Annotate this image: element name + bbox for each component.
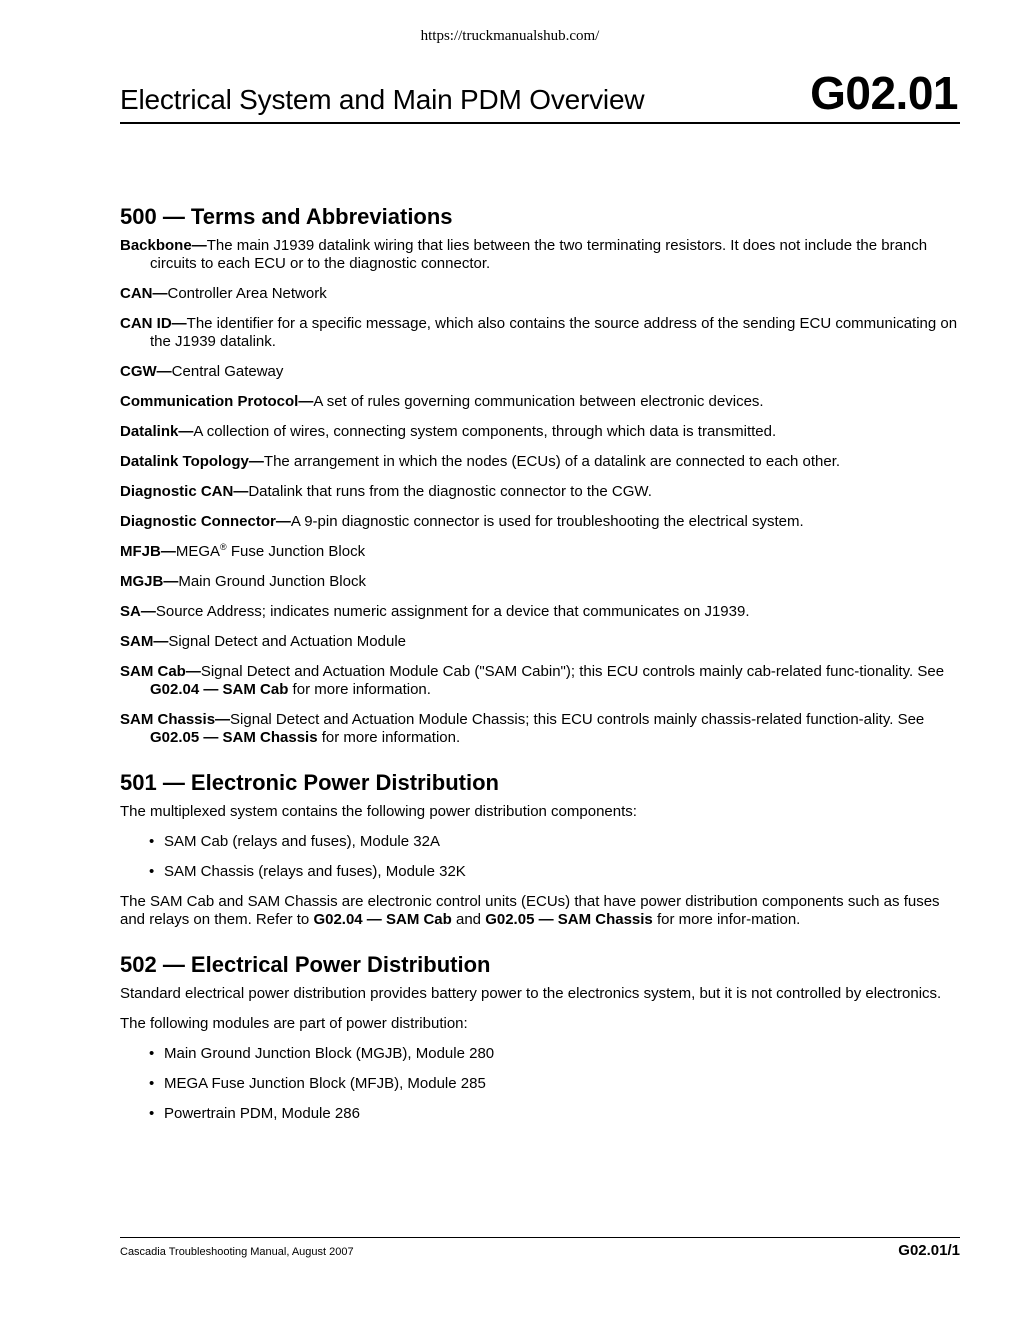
term-label: CAN ID— [120, 315, 187, 332]
term-definition: Signal Detect and Actuation Module Cab ("SAM Cabin"); this ECU controls mainly cab-related func-tionality. See [200, 663, 945, 680]
term-label: MFJB— [120, 543, 176, 560]
term-cgw [120, 363, 960, 381]
term-sa [120, 603, 960, 621]
term-label: Datalink— [120, 423, 194, 440]
cross-reference-link[interactable]: G02.04 — SAM Cab [150, 681, 289, 698]
term-backbone [120, 237, 960, 273]
term-definition-cont: for more information. [288, 681, 431, 698]
term-label: Communication Protocol— [120, 393, 314, 410]
term-diagnostic-can [120, 483, 960, 501]
section-502-paragraph-1: Standard electrical power distribution provides battery power to the electronics system, but it is not controlled by electronics. [120, 985, 942, 1002]
term-sam-cab [120, 663, 960, 699]
cross-reference-link[interactable]: G02.04 — SAM Cab [313, 911, 452, 928]
term-can [120, 285, 960, 303]
term-definition: The arrangement in which the nodes (ECUs) of a datalink are connected to each other. [263, 453, 841, 470]
section-501 [120, 769, 960, 929]
term-label: CAN— [120, 285, 168, 302]
term-definition: Signal Detect and Actuation Module Chassis; this ECU controls mainly chassis-related function-ality. See [230, 711, 925, 728]
page-number: G02.01/1 [898, 1242, 960, 1259]
term-label: CGW— [120, 363, 172, 380]
term-label: MGJB— [120, 573, 179, 590]
term-label: Datalink Topology— [120, 453, 264, 470]
section-502 [120, 951, 960, 1123]
section-501-heading: 501 — Electronic Power Distribution [120, 770, 499, 795]
bullet-icon: • [149, 1075, 155, 1092]
paragraph-text: The SAM Cab and SAM Chassis are electronic control units (ECUs) that have power distribution components such as fuses and relays on them. Refer to [120, 893, 940, 928]
term-definition: Central Gateway [171, 363, 284, 380]
list-item-text: Main Ground Junction Block (MGJB), Module 280 [164, 1045, 495, 1062]
bullet-icon: • [149, 833, 155, 850]
term-sam [120, 633, 960, 651]
term-definition: Datalink that runs from the diagnostic connector to the CGW. [248, 483, 652, 500]
section-500 [120, 203, 960, 747]
list-item-text: SAM Cab (relays and fuses), Module 32A [164, 833, 440, 850]
term-definition: The identifier for a specific message, which also contains the source address of the sending ECU communicating on the J1939 datalink. [150, 315, 958, 350]
term-label: Backbone— [120, 237, 207, 254]
term-mgjb [120, 573, 960, 591]
section-501-list [120, 833, 960, 881]
term-datalink-topology [120, 453, 960, 471]
term-definition: Signal Detect and Actuation Module [168, 633, 406, 650]
page-content [120, 203, 960, 1135]
section-501-paragraph [120, 893, 960, 929]
cross-reference-link[interactable]: G02.05 — SAM Chassis [485, 911, 653, 928]
page-header [120, 67, 960, 124]
paragraph-text: and [451, 911, 486, 928]
term-label: SA— [120, 603, 156, 620]
list-item [120, 1105, 960, 1123]
registered-mark: ® [220, 542, 227, 552]
list-item [120, 863, 960, 881]
document-title: Electrical System and Main PDM Overview [120, 84, 645, 115]
term-mfjb [120, 543, 960, 561]
section-502-heading: 502 — Electrical Power Distribution [120, 952, 491, 977]
term-definition: MEGA [175, 543, 221, 560]
term-label: Diagnostic CAN— [120, 483, 249, 500]
list-item [120, 833, 960, 851]
term-label: SAM Chassis— [120, 711, 231, 728]
term-definition-cont: Fuse Junction Block [226, 543, 366, 560]
section-500-heading: 500 — Terms and Abbreviations [120, 204, 453, 229]
term-datalink [120, 423, 960, 441]
term-definition: The main J1939 datalink wiring that lies between the two terminating resistors. It does not include the branch circuits to each ECU or to the diagnostic connector. [150, 237, 928, 272]
term-label: SAM Cab— [120, 663, 201, 680]
term-communication-protocol [120, 393, 960, 411]
section-502-paragraph-2: The following modules are part of power distribution: [120, 1015, 468, 1032]
section-501-intro: The multiplexed system contains the following power distribution components: [120, 803, 637, 820]
term-definition: Main Ground Junction Block [178, 573, 366, 590]
list-item [120, 1075, 960, 1093]
document-code: G02.01 [810, 67, 958, 119]
list-item [120, 1045, 960, 1063]
cross-reference-link[interactable]: G02.05 — SAM Chassis [150, 729, 318, 746]
bullet-icon: • [149, 1105, 155, 1122]
list-item-text: SAM Chassis (relays and fuses), Module 32K [164, 863, 466, 880]
term-definition: A set of rules governing communication between electronic devices. [313, 393, 764, 410]
term-definition: Controller Area Network [167, 285, 327, 302]
bullet-icon: • [149, 863, 155, 880]
list-item-text: Powertrain PDM, Module 286 [164, 1105, 360, 1122]
term-definition-cont: for more information. [317, 729, 461, 746]
term-diagnostic-connector [120, 513, 960, 531]
term-definition: A 9-pin diagnostic connector is used for troubleshooting the electrical system. [290, 513, 804, 530]
term-label: Diagnostic Connector— [120, 513, 291, 530]
term-definition: A collection of wires, connecting system components, through which data is transmitted. [193, 423, 777, 440]
term-definition: Source Address; indicates numeric assignment for a device that communicates on J1939. [155, 603, 750, 620]
term-can-id [120, 315, 960, 351]
term-sam-chassis [120, 711, 960, 747]
bullet-icon: • [149, 1045, 155, 1062]
page-footer [120, 1237, 960, 1259]
manual-title: Cascadia Troubleshooting Manual, August 2007 [120, 1246, 354, 1258]
list-item-text: MEGA Fuse Junction Block (MFJB), Module 285 [164, 1075, 486, 1092]
section-502-list [120, 1045, 960, 1123]
paragraph-text: for more infor-mation. [652, 911, 801, 928]
term-label: SAM— [120, 633, 169, 650]
source-url: https://truckmanualshub.com/ [420, 28, 600, 44]
